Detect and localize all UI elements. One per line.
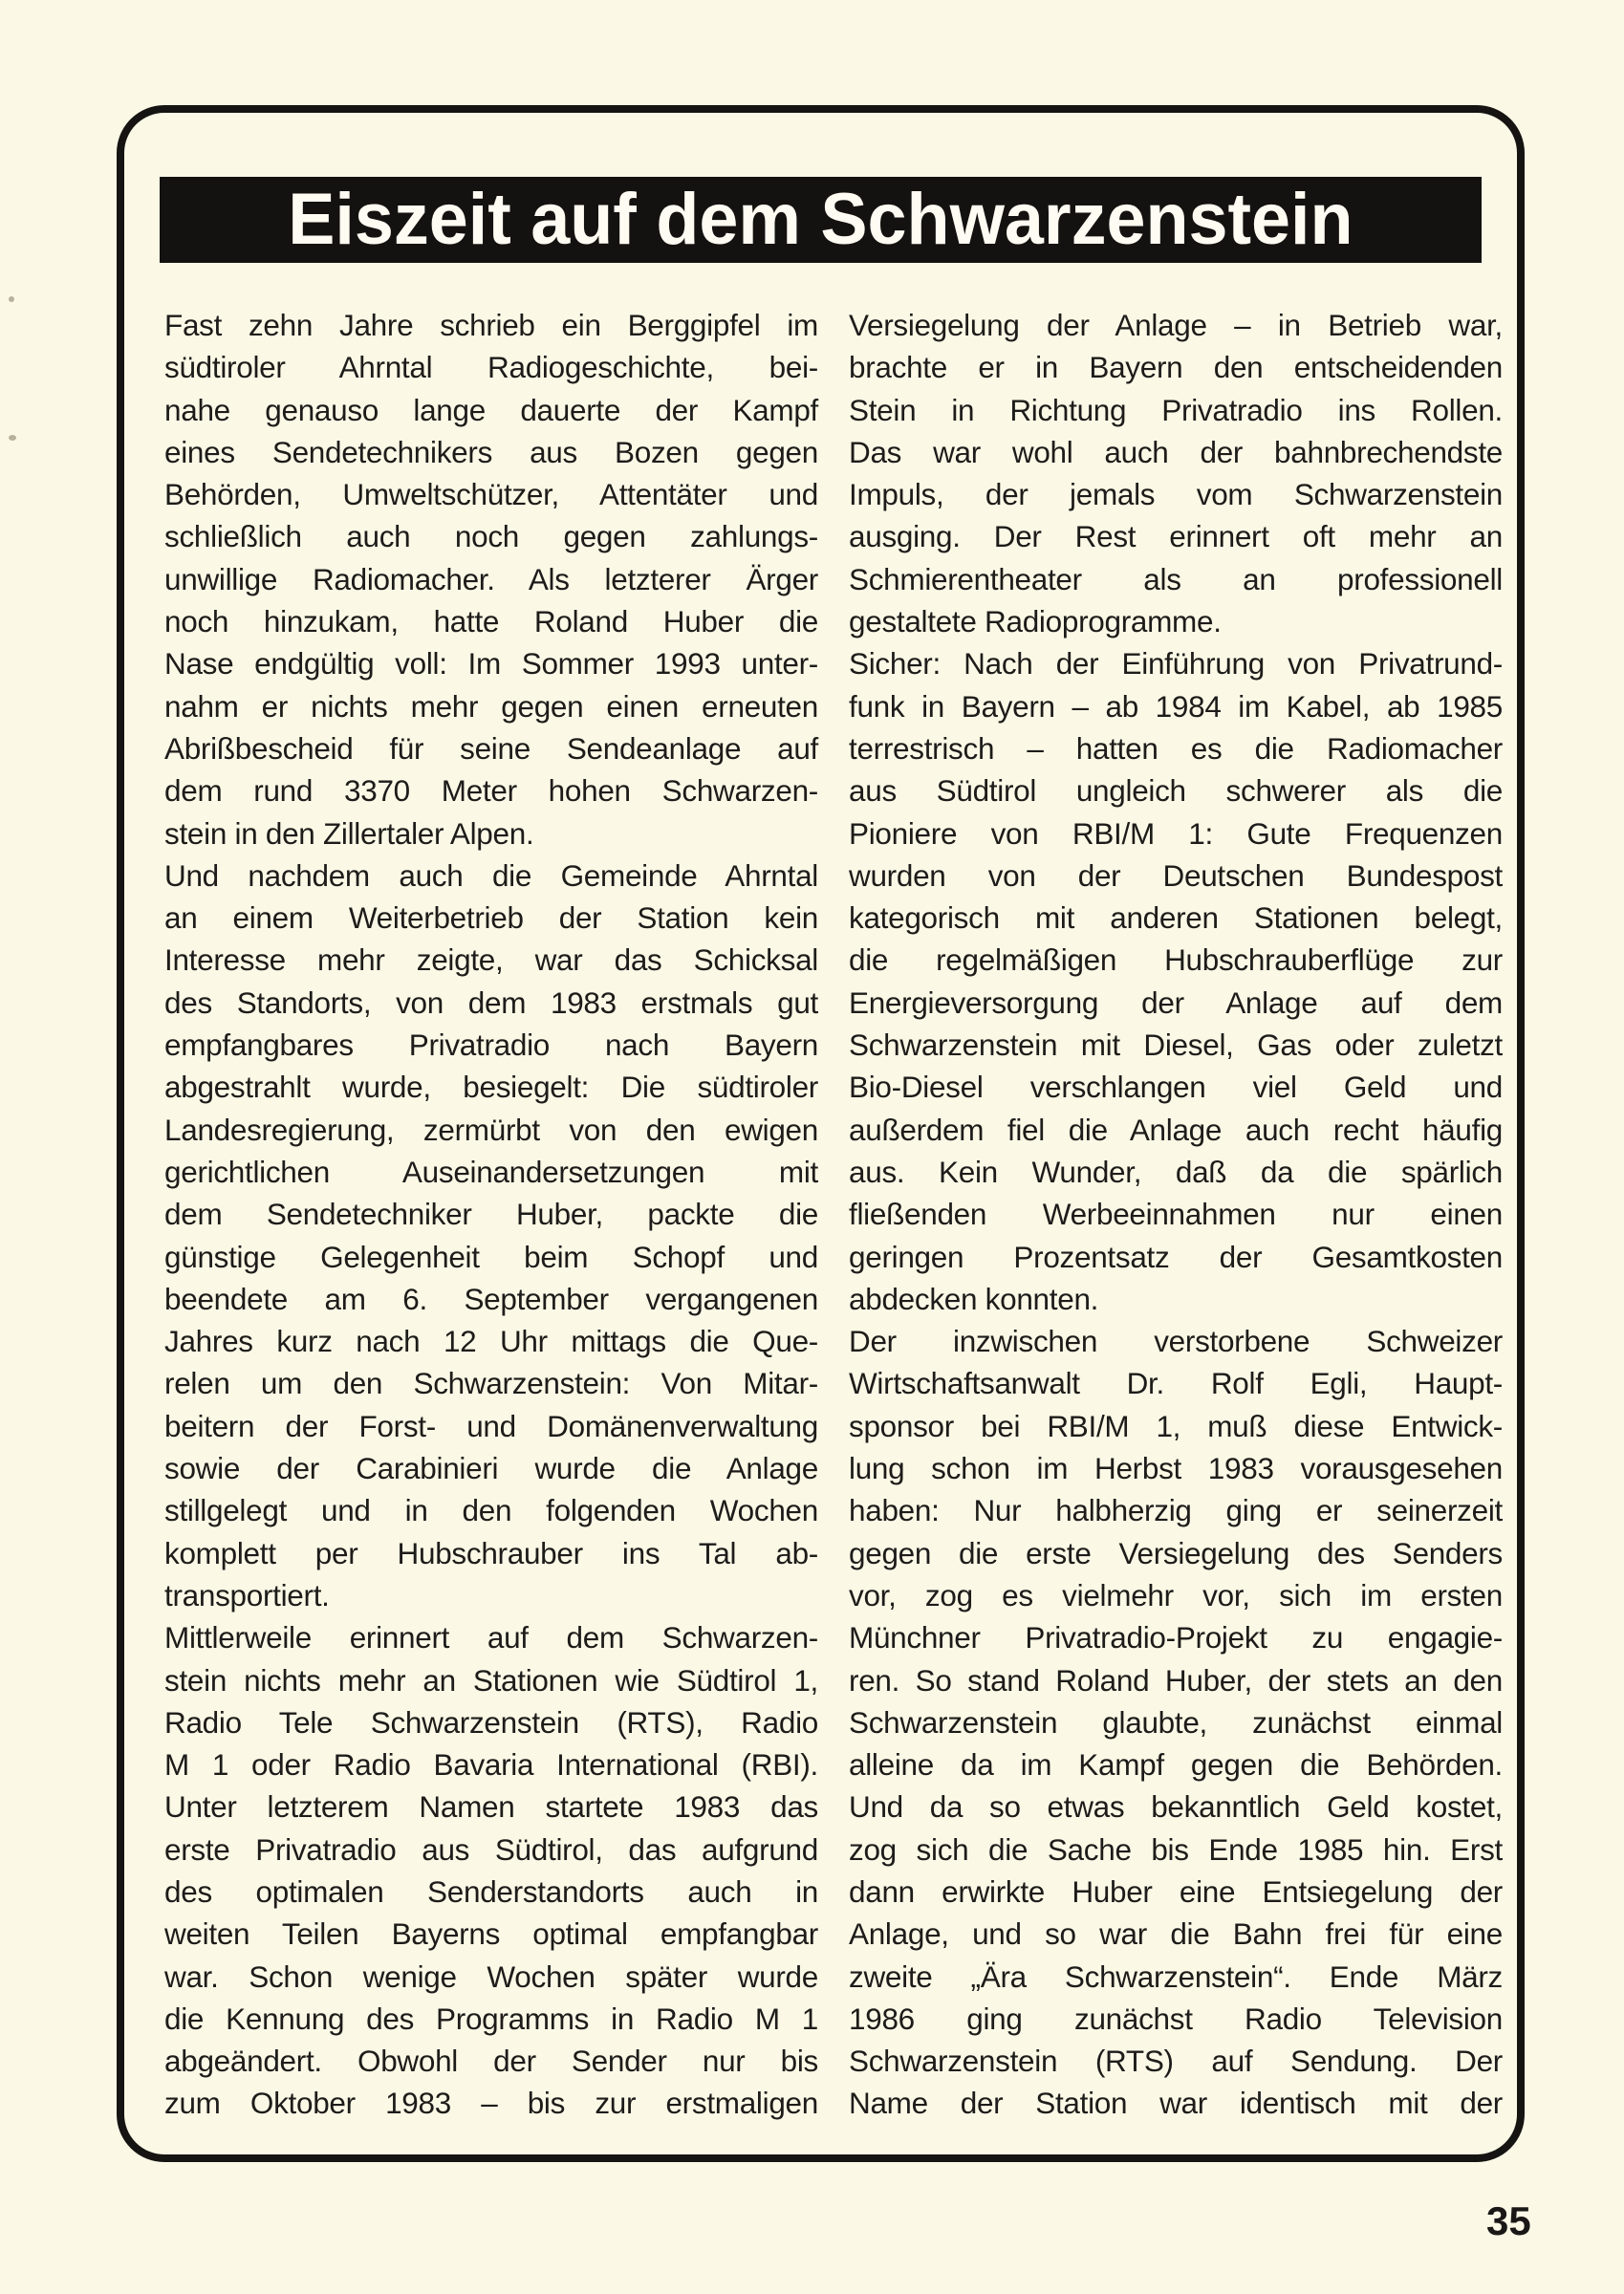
scan-speck bbox=[9, 435, 16, 441]
text-line: Wirtschaftsanwalt Dr. Rolf Egli, Haupt- bbox=[849, 1366, 1503, 1401]
text-line: relen um den Schwarzenstein: Von Mitar- bbox=[164, 1366, 818, 1401]
text-line: M 1 oder Radio Bavaria International (RBI). bbox=[164, 1747, 818, 1783]
text-line: zum Oktober 1983 – bis zur erstmaligen bbox=[164, 2086, 818, 2121]
text-line: Und da so etwas bekanntlich Geld kostet, bbox=[849, 1789, 1503, 1825]
text-line: Landesregierung, zermürbt von den ewigen bbox=[164, 1112, 818, 1147]
text-line: Energieversorgung der Anlage auf dem bbox=[849, 985, 1503, 1020]
text-line: Schwarzenstein glaubte, zunächst einmal bbox=[849, 1704, 1503, 1740]
text-line: südtiroler Ahrntal Radiogeschichte, bei- bbox=[164, 350, 818, 385]
text-line: sowie der Carabinieri wurde die Anlage bbox=[164, 1451, 818, 1486]
text-line: Stein in Richtung Privatradio ins Rollen. bbox=[849, 392, 1503, 427]
text-line: terrestrisch – hatten es die Radiomacher bbox=[849, 730, 1503, 766]
text-line: zweite „Ära Schwarzenstein“. Ende März bbox=[849, 1959, 1503, 1994]
text-line: abgeändert. Obwohl der Sender nur bis bbox=[164, 2044, 818, 2079]
scan-speck bbox=[9, 296, 14, 302]
text-line: Unter letzterem Namen startete 1983 das bbox=[164, 1789, 818, 1825]
text-line: beitern der Forst- und Domänenverwaltung bbox=[164, 1408, 818, 1443]
text-line: geringen Prozentsatz der Gesamtkosten bbox=[849, 1239, 1503, 1274]
text-line: transportiert. bbox=[164, 1577, 330, 1612]
text-line: sponsor bei RBI/M 1, muß diese Entwick- bbox=[849, 1408, 1503, 1443]
text-column-left bbox=[164, 304, 818, 2125]
text-line: aus Südtirol ungleich schwerer als die bbox=[849, 773, 1503, 809]
text-line: nahe genauso lange dauerte der Kampf bbox=[164, 392, 818, 427]
text-line: gerichtlichen Auseinandersetzungen mit bbox=[164, 1154, 818, 1189]
text-line: Versiegelung der Anlage – in Betrieb war, bbox=[849, 308, 1503, 342]
text-line: Mittlerweile erinnert auf dem Schwarzen- bbox=[164, 1620, 818, 1656]
text-line: Münchner Privatradio-Projekt zu engagie- bbox=[849, 1620, 1503, 1656]
text-line: erste Privatradio aus Südtirol, das aufgrund bbox=[164, 1831, 818, 1867]
text-line: Schwarzenstein mit Diesel, Gas oder zuletzt bbox=[849, 1028, 1503, 1063]
text-line: wurden von der Deutschen Bundespost bbox=[849, 857, 1503, 893]
text-line: funk in Bayern – ab 1984 im Kabel, ab 1985 bbox=[849, 688, 1503, 724]
text-line: Interesse mehr zeigte, war das Schicksal bbox=[164, 942, 818, 978]
text-line: abdecken konnten. bbox=[849, 1281, 1099, 1316]
text-line: Und nachdem auch die Gemeinde Ahrntal bbox=[164, 857, 818, 893]
text-line: Pioniere von RBI/M 1: Gute Frequenzen bbox=[849, 815, 1503, 851]
text-line: kategorisch mit anderen Stationen belegt, bbox=[849, 900, 1503, 936]
text-line: komplett per Hubschrauber ins Tal ab- bbox=[164, 1535, 818, 1570]
text-line: günstige Gelegenheit beim Schopf und bbox=[164, 1239, 818, 1274]
text-line: brachte er in Bayern den entscheidenden bbox=[849, 350, 1503, 385]
text-line: fließenden Werbeeinnahmen nur einen bbox=[849, 1197, 1503, 1232]
text-line: die Kennung des Programms in Radio M 1 bbox=[164, 2001, 818, 2036]
text-line: alleine da im Kampf gegen die Behörden. bbox=[849, 1747, 1503, 1783]
text-line: eines Sendetechnikers aus Bozen gegen bbox=[164, 434, 818, 469]
text-line: Nase endgültig voll: Im Sommer 1993 unter- bbox=[164, 646, 818, 682]
text-line: beendete am 6. September vergangenen bbox=[164, 1281, 818, 1316]
text-line: ausging. Der Rest erinnert oft mehr an bbox=[849, 519, 1503, 554]
text-line: die regelmäßigen Hubschrauberflüge zur bbox=[849, 942, 1503, 978]
text-line: an einem Weiterbetrieb der Station kein bbox=[164, 900, 818, 936]
text-line: Sicher: Nach der Einführung von Privatrund- bbox=[849, 646, 1503, 682]
text-line: Fast zehn Jahre schrieb ein Berggipfel im bbox=[164, 308, 818, 342]
text-line: weiten Teilen Bayerns optimal empfangbar bbox=[164, 1916, 818, 1952]
text-line: dem Sendetechniker Huber, packte die bbox=[164, 1197, 818, 1232]
text-line: gegen die erste Versiegelung des Senders bbox=[849, 1535, 1503, 1570]
text-line: abgestrahlt wurde, besiegelt: Die südtiroler bbox=[164, 1070, 818, 1105]
text-line: nahm er nichts mehr gegen einen erneuten bbox=[164, 688, 818, 724]
text-line: stein in den Zillertaler Alpen. bbox=[164, 815, 534, 851]
text-column-right bbox=[849, 304, 1503, 2125]
text-line: Das war wohl auch der bahnbrechendste bbox=[849, 434, 1503, 469]
text-line: haben: Nur halbherzig ging er seinerzeit bbox=[849, 1493, 1503, 1528]
text-line: außerdem fiel die Anlage auch recht häufig bbox=[849, 1112, 1503, 1147]
text-line: Schwarzenstein (RTS) auf Sendung. Der bbox=[849, 2044, 1503, 2079]
text-line: dem rund 3370 Meter hohen Schwarzen- bbox=[164, 773, 818, 809]
article-title: Eiszeit auf dem Schwarzenstein bbox=[288, 179, 1353, 260]
page-number: 35 bbox=[1486, 2198, 1531, 2243]
text-line: Name der Station war identisch mit der bbox=[849, 2086, 1503, 2121]
text-line: Impuls, der jemals vom Schwarzenstein bbox=[849, 477, 1503, 512]
text-line: Schmierentheater als an professionell bbox=[849, 561, 1503, 596]
text-line: stillgelegt und in den folgenden Wochen bbox=[164, 1493, 818, 1528]
title-banner bbox=[160, 177, 1482, 263]
text-line: Abrißbescheid für seine Sendeanlage auf bbox=[164, 730, 818, 766]
text-line: lung schon im Herbst 1983 vorausgesehen bbox=[849, 1451, 1503, 1486]
text-line: Bio-Diesel verschlangen viel Geld und bbox=[849, 1070, 1503, 1105]
text-line: ren. So stand Roland Huber, der stets an den bbox=[849, 1662, 1503, 1698]
text-line: schließlich auch noch gegen zahlungs- bbox=[164, 519, 818, 554]
text-line: Der inzwischen verstorbene Schweizer bbox=[849, 1324, 1503, 1359]
text-line: Behörden, Umweltschützer, Attentäter und bbox=[164, 477, 818, 512]
text-line: Anlage, und so war die Bahn frei für eine bbox=[849, 1916, 1503, 1952]
text-line: noch hinzukam, hatte Roland Huber die bbox=[164, 604, 818, 639]
text-line: vor, zog es vielmehr vor, sich im ersten bbox=[849, 1577, 1503, 1612]
text-line: Jahres kurz nach 12 Uhr mittags die Que- bbox=[164, 1324, 818, 1359]
text-line: gestaltete Radioprogramme. bbox=[849, 604, 1222, 639]
text-line: stein nichts mehr an Stationen wie Südtirol 1, bbox=[164, 1662, 818, 1698]
text-line: aus. Kein Wunder, daß da die spärlich bbox=[849, 1154, 1503, 1189]
text-line: zog sich die Sache bis Ende 1985 hin. Erst bbox=[849, 1831, 1503, 1867]
text-line: Radio Tele Schwarzenstein (RTS), Radio bbox=[164, 1704, 818, 1740]
text-line: dann erwirkte Huber eine Entsiegelung der bbox=[849, 1873, 1503, 1909]
text-line: unwillige Radiomacher. Als letzterer Ärger bbox=[164, 561, 818, 596]
text-line: 1986 ging zunächst Radio Television bbox=[849, 2001, 1503, 2036]
text-line: empfangbares Privatradio nach Bayern bbox=[164, 1028, 818, 1063]
text-line: war. Schon wenige Wochen später wurde bbox=[164, 1959, 818, 1994]
text-line: des optimalen Senderstandorts auch in bbox=[164, 1873, 818, 1909]
text-line: des Standorts, von dem 1983 erstmals gut bbox=[164, 985, 818, 1020]
